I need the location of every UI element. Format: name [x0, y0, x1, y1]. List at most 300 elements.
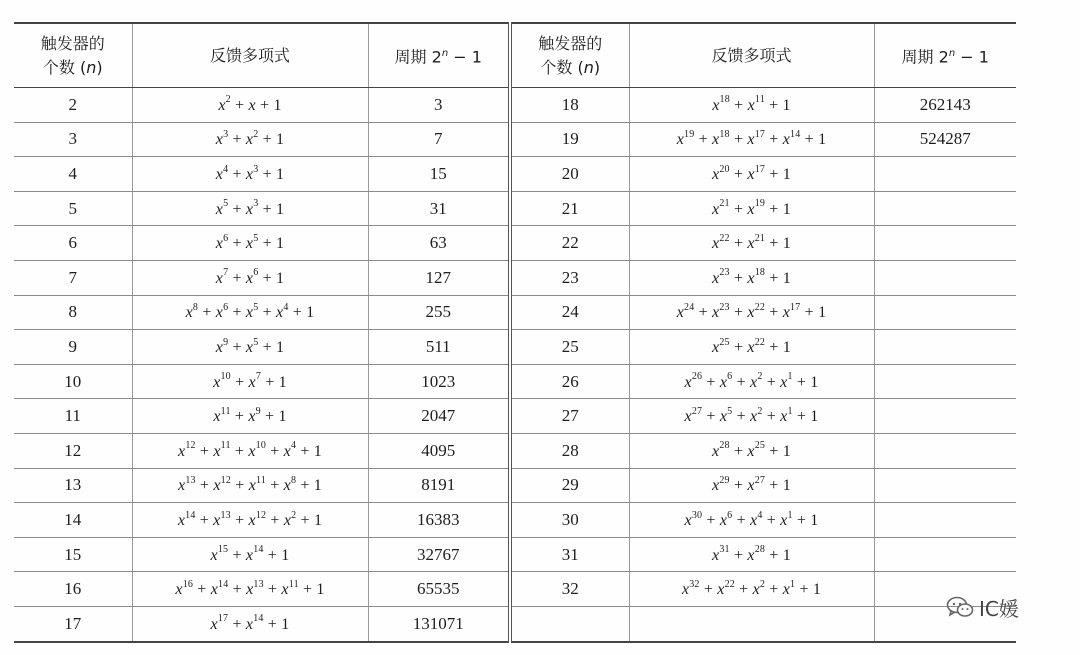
exponent: 17: [754, 129, 766, 141]
exponent: 4: [283, 302, 289, 314]
exponent: 14: [790, 129, 801, 141]
exponent: 11: [256, 475, 267, 486]
cell-flipflop-count: 12: [14, 433, 132, 468]
variable-x: x: [712, 477, 720, 495]
plus-sign: +: [792, 511, 811, 529]
plus-sign: +: [296, 477, 314, 495]
constant-term: 1: [276, 165, 285, 183]
plus-sign: +: [228, 200, 246, 218]
exponent: 12: [220, 475, 232, 486]
plus-sign: +: [263, 546, 282, 564]
wechat-icon: [946, 595, 974, 619]
cell-feedback-polynomial: [132, 295, 368, 330]
exponent: 22: [754, 302, 766, 314]
plus-sign: +: [729, 338, 748, 356]
header-feedback-polynomial-right: 反馈多项式: [629, 23, 874, 88]
cell-feedback-polynomial: [132, 122, 368, 157]
table-row: [14, 468, 1016, 503]
polynomial-expression: [712, 163, 791, 183]
variable-x: x: [712, 304, 720, 322]
plus-sign: +: [765, 304, 783, 322]
plus-sign: +: [258, 165, 277, 183]
variable-x: x: [750, 373, 758, 391]
cell-period: 15: [368, 157, 510, 192]
cell-flipflop-count: 25: [510, 330, 629, 365]
plus-sign: +: [762, 373, 781, 391]
variable-x: x: [712, 165, 720, 183]
cell-flipflop-count: 4: [14, 157, 132, 192]
constant-term: 1: [281, 546, 290, 564]
variable-x: x: [245, 304, 254, 322]
plus-sign: +: [694, 304, 713, 322]
exponent: 18: [719, 94, 730, 106]
cell-flipflop-count: 17: [14, 606, 132, 641]
plus-sign: +: [800, 304, 819, 322]
exponent: 1: [787, 405, 793, 417]
variable-x: x: [210, 615, 218, 633]
exponent: 7: [255, 371, 262, 383]
variable-x: x: [719, 408, 728, 426]
exponent: 27: [754, 475, 766, 486]
plus-sign: +: [765, 269, 783, 287]
cell-period: 65535: [368, 572, 510, 607]
variable-x: x: [245, 546, 254, 564]
variable-x: x: [712, 96, 720, 114]
variable-x: x: [245, 269, 254, 287]
variable-x: x: [248, 373, 256, 391]
cell-period: 255: [368, 295, 510, 330]
variable-x: x: [747, 304, 755, 322]
plus-sign: +: [762, 511, 781, 529]
plus-sign: +: [261, 373, 279, 391]
polynomial-expression: [213, 371, 287, 391]
plus-sign: +: [230, 511, 249, 529]
polynomial-expression: [677, 304, 827, 321]
table-body: [14, 88, 1016, 642]
cell-flipflop-count: 28: [510, 433, 629, 468]
exponent: 16: [182, 578, 194, 590]
cell-period: 1023: [368, 364, 510, 399]
cell-feedback-polynomial: [132, 157, 368, 192]
exponent: 5: [253, 232, 259, 244]
exponent: 6: [253, 267, 259, 279]
exponent: 2: [757, 371, 763, 383]
cell-flipflop-count: 24: [510, 295, 629, 330]
cell-feedback-polynomial: [629, 433, 874, 468]
cell-feedback-polynomial: [629, 295, 874, 330]
polynomial-expression: [210, 613, 290, 633]
plus-sign: +: [296, 442, 314, 460]
exponent: 6: [727, 371, 733, 383]
cell-period: 127: [368, 260, 510, 295]
cell-period: 3: [368, 88, 510, 123]
cell-period: 31: [368, 191, 510, 226]
cell-feedback-polynomial: [629, 503, 874, 538]
constant-term: 1: [782, 269, 791, 287]
plus-sign: +: [228, 338, 246, 356]
plus-sign: +: [298, 581, 317, 599]
plus-sign: +: [255, 96, 274, 114]
cell-flipflop-count: 30: [510, 503, 629, 538]
exponent: 29: [719, 475, 730, 486]
table-header-row: [14, 23, 1016, 88]
cell-flipflop-count: 19: [510, 122, 629, 157]
exponent: 21: [754, 232, 766, 244]
polynomial-expression: [215, 336, 285, 356]
cell-feedback-polynomial: [132, 537, 368, 572]
cell-feedback-polynomial: [629, 330, 874, 365]
constant-term: 1: [313, 511, 323, 529]
variable-x: x: [681, 581, 690, 599]
variable-x: x: [215, 338, 224, 356]
table-row: [14, 157, 1016, 192]
cell-period: [874, 330, 1016, 365]
exponent: 28: [719, 440, 730, 452]
exponent: 18: [754, 267, 766, 279]
exponent: 14: [253, 544, 264, 556]
plus-sign: +: [266, 442, 284, 460]
plus-sign: +: [800, 131, 819, 149]
plus-sign: +: [764, 96, 783, 114]
cell-flipflop-count: 10: [14, 364, 132, 399]
exponent: 17: [217, 613, 229, 625]
plus-sign: +: [228, 165, 246, 183]
constant-term: 1: [818, 304, 827, 322]
plus-sign: +: [230, 408, 249, 426]
cell-period: [874, 537, 1016, 572]
plus-sign: +: [288, 304, 307, 322]
plus-sign: +: [765, 235, 783, 253]
variable-x: x: [782, 581, 791, 599]
constant-term: 1: [818, 131, 827, 149]
polynomial-expression: [684, 509, 819, 529]
exponent: 28: [754, 544, 766, 556]
cell-flipflop-count: 27: [510, 399, 629, 434]
constant-term: 1: [782, 546, 791, 564]
polynomial-expression: [215, 198, 285, 218]
empty-cell: [510, 606, 629, 641]
variable-x: x: [684, 373, 692, 391]
exponent: 4: [223, 163, 229, 175]
plus-sign: +: [732, 373, 750, 391]
table-row: [14, 364, 1016, 399]
plus-sign: +: [702, 511, 720, 529]
constant-term: 1: [782, 442, 791, 460]
plus-sign: +: [296, 511, 314, 529]
variable-x: x: [281, 581, 289, 599]
plus-sign: +: [231, 477, 249, 495]
polynomial-expression: [215, 232, 285, 253]
cell-period: [874, 364, 1016, 399]
constant-term: 1: [313, 477, 322, 495]
exponent: 31: [719, 544, 730, 556]
plus-sign: +: [732, 408, 750, 426]
cell-period: 7: [368, 122, 510, 157]
exponent: 27: [691, 405, 703, 417]
exponent: 2: [757, 405, 763, 417]
variable-x: x: [213, 373, 221, 391]
plus-sign: +: [228, 131, 246, 149]
variable-x: x: [780, 408, 788, 426]
variable-x: x: [283, 442, 291, 460]
plus-sign: +: [795, 581, 813, 599]
exponent: 3: [253, 163, 259, 175]
exponent: 32: [689, 578, 700, 590]
polynomial-expression: [215, 163, 285, 183]
variable-x: x: [283, 511, 292, 529]
exponent: 18: [719, 129, 730, 141]
cell-flipflop-count: 22: [510, 226, 629, 261]
table-row: [14, 433, 1016, 468]
plus-sign: +: [230, 442, 249, 460]
constant-term: 1: [782, 200, 791, 218]
polynomial-expression: [186, 304, 315, 321]
variable-x: x: [245, 200, 254, 218]
cell-feedback-polynomial: [132, 88, 368, 123]
exponent: 5: [223, 198, 229, 210]
variable-x: x: [248, 511, 256, 529]
exponent: 22: [724, 578, 735, 590]
variable-x: x: [215, 165, 224, 183]
plus-sign: +: [258, 304, 277, 322]
exponent: 6: [223, 302, 229, 314]
cell-period: 16383: [368, 503, 510, 538]
variable-x: x: [210, 581, 219, 599]
table-row: [14, 537, 1016, 572]
cell-period: [874, 503, 1016, 538]
plus-sign: +: [729, 200, 748, 218]
variable-x: x: [782, 131, 791, 149]
plus-sign: +: [729, 165, 748, 183]
exponent: 2: [253, 129, 259, 141]
constant-term: 1: [278, 373, 287, 391]
constant-term: 1: [782, 338, 791, 356]
table-row: [14, 226, 1016, 261]
cell-flipflop-count: 21: [510, 191, 629, 226]
header-feedback-polynomial-left: 反馈多项式: [132, 23, 368, 88]
plus-sign: +: [732, 511, 750, 529]
table-row: [14, 330, 1016, 365]
variable-x: x: [283, 477, 291, 495]
polynomial-expression: [178, 477, 322, 494]
variable-x: x: [750, 408, 758, 426]
variable-x: x: [213, 408, 221, 426]
variable-x: x: [213, 477, 221, 495]
cell-feedback-polynomial: [629, 191, 874, 226]
plus-sign: +: [198, 304, 216, 322]
variable-x: x: [782, 304, 791, 322]
exponent: 14: [253, 613, 264, 625]
cell-period: [874, 468, 1016, 503]
exponent: 1: [787, 509, 793, 521]
plus-sign: +: [702, 373, 720, 391]
polynomial-expression: [175, 578, 325, 599]
constant-term: 1: [276, 200, 285, 218]
variable-x: x: [747, 546, 755, 564]
plus-sign: +: [193, 581, 211, 599]
plus-sign: +: [765, 165, 783, 183]
variable-x: x: [712, 442, 720, 460]
exponent: 6: [223, 232, 229, 244]
exponent: 17: [790, 302, 801, 314]
constant-term: 1: [306, 304, 315, 322]
cell-feedback-polynomial: [629, 399, 874, 434]
polynomial-expression: [216, 131, 284, 148]
plus-sign: +: [792, 408, 811, 426]
plus-sign: +: [263, 615, 282, 633]
cell-flipflop-count: 29: [510, 468, 629, 503]
polynomial-expression: [712, 544, 791, 564]
variable-x: x: [276, 304, 284, 322]
plus-sign: +: [228, 269, 246, 287]
plus-sign: +: [792, 373, 811, 391]
variable-x: x: [712, 235, 720, 253]
variable-x: x: [245, 165, 254, 183]
exponent: 19: [684, 129, 695, 141]
plus-sign: +: [765, 546, 783, 564]
cell-period: [874, 226, 1016, 261]
cell-flipflop-count: 8: [14, 295, 132, 330]
polynomial-expression: [712, 94, 791, 114]
cell-period: 131071: [368, 606, 510, 641]
plus-sign: +: [765, 477, 783, 495]
variable-x: x: [750, 511, 758, 529]
exponent: 12: [255, 509, 267, 521]
cell-feedback-polynomial: [629, 537, 874, 572]
cell-feedback-polynomial: [132, 468, 368, 503]
cell-flipflop-count: 3: [14, 122, 132, 157]
variable-x: x: [676, 131, 685, 149]
plus-sign: +: [699, 581, 718, 599]
constant-term: 1: [273, 96, 282, 114]
cell-period: 4095: [368, 433, 510, 468]
variable-x: x: [178, 477, 186, 495]
table-row: [14, 295, 1016, 330]
variable-x: x: [248, 442, 256, 460]
table-row: [14, 260, 1016, 295]
variable-x: x: [215, 200, 224, 218]
exponent: 15: [217, 544, 229, 556]
variable-x: x: [747, 477, 755, 495]
plus-sign: +: [765, 442, 783, 460]
polynomial-expression: [213, 405, 287, 426]
exponent: 11: [220, 405, 231, 417]
cell-feedback-polynomial: [132, 606, 368, 641]
plus-sign: +: [228, 546, 246, 564]
variable-x: x: [215, 235, 224, 253]
header-period-left: 周期 $2^n - 1$: [368, 23, 510, 88]
plus-sign: +: [228, 235, 246, 253]
cell-flipflop-count: 26: [510, 364, 629, 399]
polynomial-expression: [712, 198, 791, 218]
constant-term: 1: [276, 338, 285, 356]
cell-feedback-polynomial: [132, 503, 368, 538]
variable-x: x: [752, 581, 760, 599]
cell-period: [874, 157, 1016, 192]
variable-x: x: [248, 408, 256, 426]
cell-period: 8191: [368, 468, 510, 503]
exponent: 8: [290, 475, 297, 486]
plus-sign: +: [258, 200, 277, 218]
plus-sign: +: [765, 131, 783, 149]
cell-feedback-polynomial: [132, 191, 368, 226]
cell-feedback-polynomial: [629, 88, 874, 123]
variable-x: x: [747, 131, 755, 149]
plus-sign: +: [195, 477, 214, 495]
cell-flipflop-count: 18: [510, 88, 629, 123]
plus-sign: +: [762, 408, 781, 426]
polynomial-expression: [177, 509, 323, 529]
variable-x: x: [210, 546, 218, 564]
cell-flipflop-count: 7: [14, 260, 132, 295]
polynomial-expression: [681, 578, 822, 599]
variable-x: x: [712, 546, 720, 564]
cell-feedback-polynomial: [132, 226, 368, 261]
polynomial-expression: [712, 440, 791, 460]
plus-sign: +: [765, 338, 783, 356]
cell-flipflop-count: 6: [14, 226, 132, 261]
variable-x: x: [719, 511, 728, 529]
variable-x: x: [245, 615, 254, 633]
exponent: 25: [719, 336, 730, 348]
variable-x: x: [719, 373, 728, 391]
table-row: [14, 191, 1016, 226]
variable-x: x: [248, 477, 256, 495]
variable-x: x: [712, 131, 720, 149]
variable-x: x: [747, 235, 755, 253]
variable-x: x: [676, 304, 685, 322]
cell-flipflop-count: 31: [510, 537, 629, 572]
table-row: [14, 606, 1016, 641]
exponent: 11: [754, 94, 765, 106]
cell-feedback-polynomial: [629, 468, 874, 503]
constant-term: 1: [782, 96, 791, 114]
exponent: 10: [255, 440, 267, 452]
cell-flipflop-count: 14: [14, 503, 132, 538]
cell-period: [874, 433, 1016, 468]
exponent: 2: [291, 509, 297, 521]
polynomial-expression: [684, 371, 819, 391]
variable-x: x: [780, 373, 788, 391]
constant-term: 1: [810, 408, 819, 426]
plus-sign: +: [258, 235, 277, 253]
exponent: 23: [719, 267, 730, 279]
exponent: 14: [218, 578, 229, 590]
cell-flipflop-count: 9: [14, 330, 132, 365]
table-row: [14, 88, 1016, 123]
cell-feedback-polynomial: [132, 572, 368, 607]
exponent: 22: [754, 336, 766, 348]
variable-x: x: [177, 511, 186, 529]
plus-sign: +: [694, 131, 713, 149]
cell-flipflop-count: 32: [510, 572, 629, 607]
plus-sign: +: [734, 581, 753, 599]
variable-x: x: [747, 96, 755, 114]
table-row: [14, 122, 1016, 157]
variable-x: x: [215, 131, 224, 149]
cell-period: [874, 295, 1016, 330]
exponent: 25: [754, 440, 766, 452]
exponent: 2: [759, 578, 766, 590]
constant-term: 1: [812, 581, 822, 599]
plus-sign: +: [729, 304, 748, 322]
table-row: [14, 572, 1016, 607]
plus-sign: +: [263, 581, 282, 599]
watermark: [946, 592, 1066, 622]
constant-term: 1: [276, 235, 285, 253]
exponent: 5: [253, 302, 259, 314]
variable-x: x: [185, 304, 193, 322]
